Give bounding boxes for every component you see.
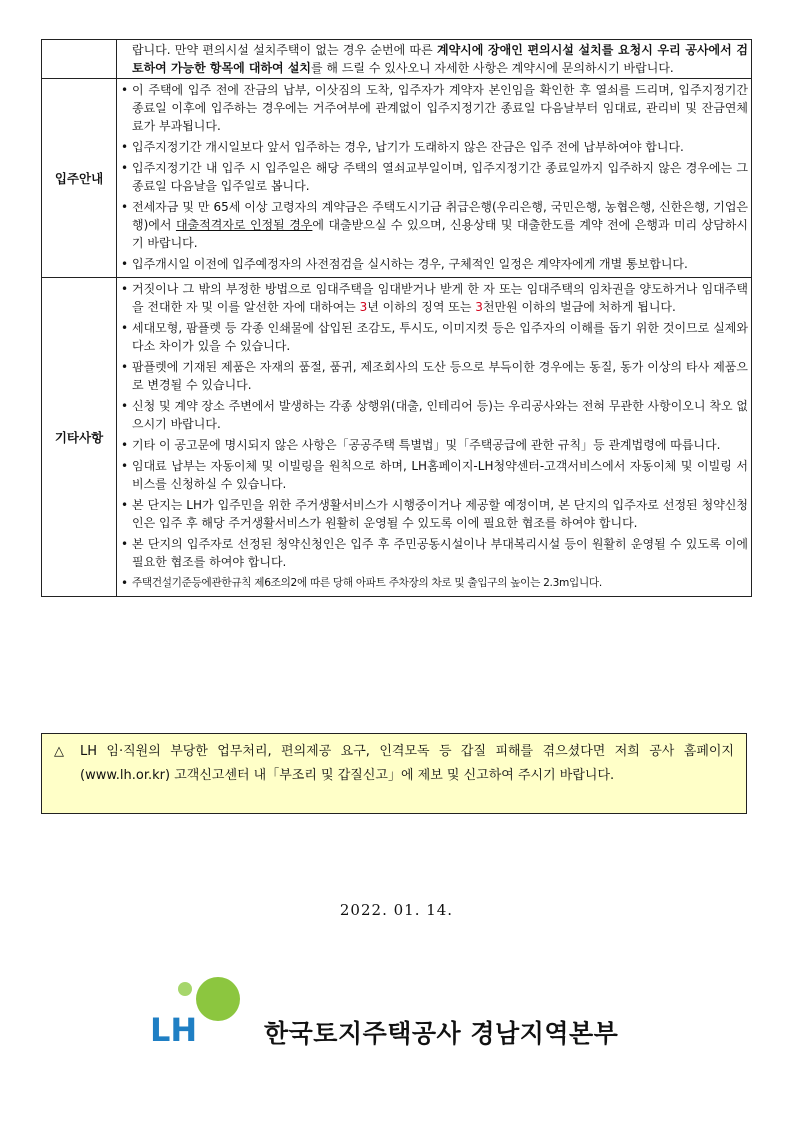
list-item: [120, 159, 748, 195]
bullet-icon: •: [121, 576, 128, 590]
bullet-icon: •: [121, 360, 129, 374]
list-item: [120, 138, 748, 156]
organization-name: 한국토지주택공사 경남지역본부: [264, 1019, 619, 1048]
item-text: 기타 이 공고문에 명시되지 않은 사항은「공공주택 특별법」및「주택공급에 관한 규칙」등 관계법령에 따릅니다.: [132, 438, 721, 452]
bullet-icon: •: [121, 161, 129, 175]
list-item: [120, 255, 748, 273]
bullet-icon: •: [121, 399, 129, 413]
bullet-icon: •: [121, 459, 129, 473]
bullet-icon: •: [121, 83, 129, 97]
facility-paragraph: [120, 41, 748, 77]
item-text: 신청 및 계약 장소 주변에서 발생하는 각종 상행위(대출, 인테리어 등)는 우리공사와는 전혀 무관한 사항이오니 착오 없으시기 바랍니다.: [132, 399, 748, 431]
item-text: 입주개시일 이전에 입주예정자의 사전점검을 실시하는 경우, 구체적인 일정은 계약자에게 개별 통보합니다.: [132, 257, 688, 271]
item-text: 주택건설기준등에관한규칙 제6조의2에 따른 당해 아파트 주차장의 차로 및 출입구의 높이는 2.3m입니다.: [132, 577, 602, 589]
list-item: [120, 198, 748, 252]
bullet-icon: •: [121, 321, 129, 335]
row-label-empty: [42, 40, 117, 79]
item-text: 거짓이나 그 밖의 부정한 방법으로 임대주택을 임대받거나 받게 한 자 또는 임대주택의 임차권을 양도하거나 임대주택을 전대한 자 및 이를 알선한 자에 대하여는: [132, 282, 748, 314]
text-span: 를 해 드릴 수 있사오니 자세한 사항은 계약시에 문의하시기 바랍니다.: [311, 61, 674, 75]
list-item: [120, 280, 748, 316]
item-text: 본 단지는 LH가 입주민을 위한 주거생활서비스가 시행중이거나 제공할 예정이며, 본 단지의 입주자로 선정된 청약신청인은 입주 후 해당 주거생활서비스가 원활히 운영될 수 있도록 이에 필요한 협조를 하여야 합니다.: [132, 498, 748, 530]
item-text: 천만원 이하의 벌금에 처하게 됩니다.: [482, 300, 676, 314]
list-item: [120, 535, 748, 571]
bullet-icon: •: [121, 537, 129, 551]
row-content: [117, 278, 752, 597]
row-label-other: 기타사항: [42, 278, 117, 597]
list-item: [120, 436, 748, 454]
list-item: [120, 457, 748, 493]
row-content: [117, 40, 752, 79]
triangle-icon: △: [54, 744, 64, 759]
bold-text: 계약시에 장애인 편의시설 설치를 요청시 우리 공사에서 검토하여 가능한 항목에 대하여 설치: [132, 43, 748, 75]
item-text: 임대료 납부는 자동이체 및 이빌링을 원칙으로 하며, LH홈페이지-LH청약센터-고객서비스에서 자동이체 및 이빌링 서비스를 신청하실 수 있습니다.: [132, 459, 748, 491]
bullet-icon: •: [121, 140, 129, 154]
bullet-icon: •: [121, 282, 129, 296]
list-item: [120, 496, 748, 532]
report-notice-box: [41, 733, 747, 814]
item-text: 전세자금 및 만 65세 이상 고령자의 계약금은 주택도시기금 취급은행(우리은행, 국민은행, 농협은행, 신한은행, 기업은행)에서: [132, 200, 748, 232]
list-item: [120, 397, 748, 433]
bullet-icon: •: [121, 498, 129, 512]
underlined-text: 대출적격자로 인정될 경우: [175, 218, 313, 232]
notice-date: 2022. 01. 14.: [339, 901, 454, 919]
item-text: 팜플렛에 기재된 제품은 자재의 품절, 품귀, 제조회사의 도산 등으로 부득이한 경우에는 동질, 동가 이상의 타사 제품으로 변경될 수 있습니다.: [132, 360, 748, 392]
item-text: 이 주택에 입주 전에 잔금의 납부, 이삿짐의 도착, 입주자가 계약자 본인임을 확인한 후 열쇠를 드리며, 입주지정기간 종료일 이후에 입주하는 경우에는 거주여부에 관계없이 입주지정기간 종료일 다음날부터 임대료, 관리비 및 잔금연체료가 부과됩니다.: [132, 83, 748, 133]
table-row: [42, 40, 752, 79]
table-row: [42, 79, 752, 278]
logo-green-circle-icon: [196, 977, 240, 1021]
bullet-icon: •: [121, 257, 129, 271]
row-content: [117, 79, 752, 278]
item-text: 본 단지의 입주자로 선정된 청약신청인은 입주 후 주민공동시설이나 부대복리시설 등이 원활히 운영될 수 있도록 이에 필요한 협조를 하여야 합니다.: [132, 537, 748, 569]
item-text: 입주지정기간 개시일보다 앞서 입주하는 경우, 납기가 도래하지 않은 잔금은 입주 전에 납부하여야 합니다.: [132, 140, 684, 154]
row-label-move-in: 입주안내: [42, 79, 117, 278]
item-text: 세대모형, 팜플렛 등 각종 인쇄물에 삽입된 조감도, 투시도, 이미지컷 등은 입주자의 이해를 돕기 위한 것이므로 실제와 다소 차이가 있을 수 있습니다.: [132, 321, 748, 353]
report-notice-text: LH 임·직원의 부당한 업무처리, 편의제공 요구, 인격모독 등 갑질 피해를 겪으셨다면 저희 공사 홈페이지(www.lh.or.kr) 고객신고센터 내「부조리 및 갑질신고」에 제보 및 신고하여 주시기 바랍니다.: [80, 744, 734, 783]
item-text: 입주지정기간 내 입주 시 입주일은 해당 주택의 열쇠교부일이며, 입주지정기간 종료일까지 입주하지 않은 경우에는 그 종료일 다음날을 입주일로 봅니다.: [132, 161, 748, 193]
lh-logo: [148, 975, 248, 1047]
list-item: [120, 319, 748, 355]
logo-small-circle-icon: [178, 982, 192, 996]
text-span: 랍니다. 만약 편의시설 설치주택이 없는 경우 순번에 따른: [132, 43, 437, 57]
table-row: [42, 278, 752, 597]
logo-text: LH: [150, 1011, 198, 1047]
red-number: 3: [475, 300, 483, 314]
bullet-icon: •: [121, 438, 129, 452]
notice-table: [41, 39, 752, 597]
red-number: 3: [359, 300, 368, 314]
list-item: [120, 574, 748, 592]
item-text: 에 대출받으실 수 있으며, 신용상태 및 대출한도를 계약 전에 은행과 미리 상담하시기 바랍니다.: [132, 218, 748, 250]
list-item: [120, 81, 748, 135]
list-item: [120, 358, 748, 394]
item-text: 년 이하의 징역 또는: [367, 300, 476, 314]
bullet-icon: •: [121, 200, 129, 214]
